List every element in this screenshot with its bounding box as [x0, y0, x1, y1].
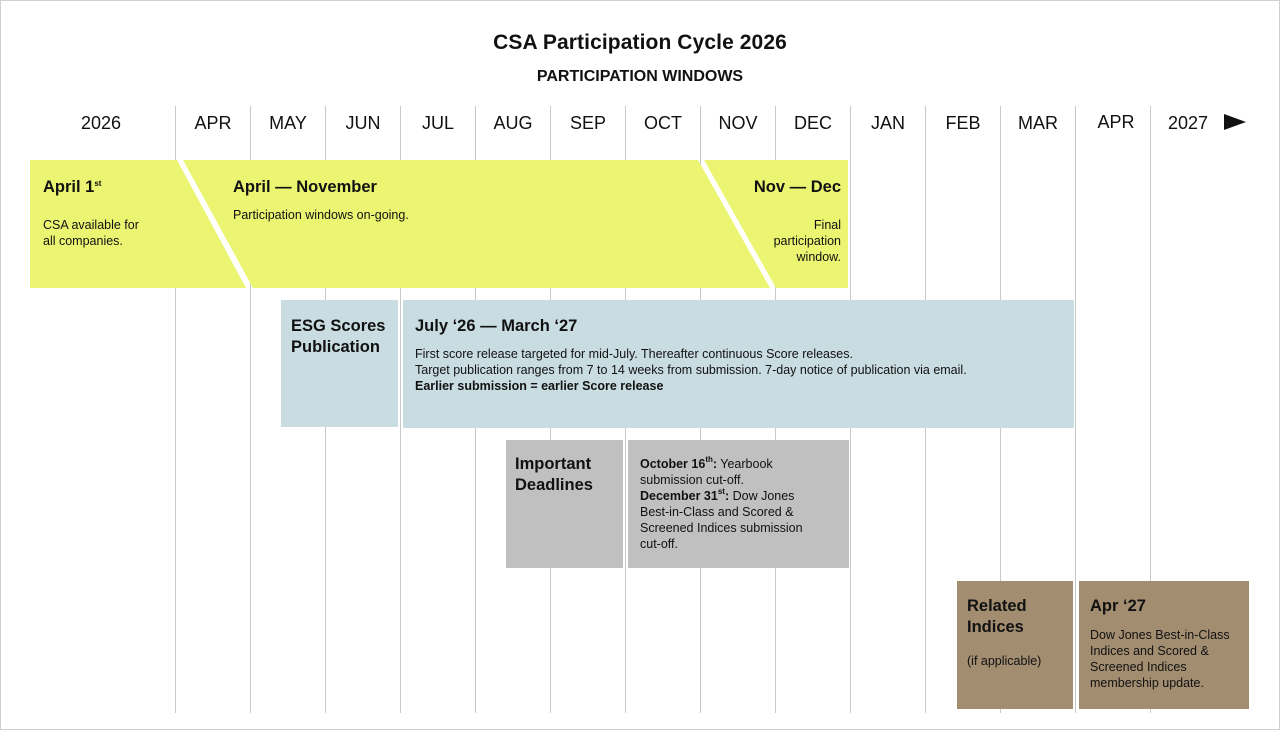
related-label: Related Indices: [967, 597, 1027, 636]
related-note: (if applicable): [967, 654, 1042, 668]
month-label: APR: [194, 113, 232, 133]
participation-band: [30, 160, 850, 288]
timeline-end-year: 2027: [1167, 113, 1209, 133]
april-nov-heading: April — November: [233, 178, 377, 196]
april1-text: CSA available for all companies.: [43, 218, 139, 248]
esg-label-box: [281, 300, 398, 427]
esg-details-box: [403, 300, 1074, 428]
deadlines-label: Important Deadlines: [515, 455, 593, 494]
month-label: MAR: [1018, 113, 1058, 133]
month-label: NOV: [718, 113, 758, 133]
month-label: MAY: [269, 113, 307, 133]
month-label: JAN: [870, 113, 905, 133]
timeline-arrow-icon: [1224, 114, 1246, 130]
month-label: FEB: [945, 113, 981, 133]
related-details-box: [1079, 581, 1249, 709]
deadlines-details-box: [628, 440, 849, 568]
month-label: AUG: [493, 113, 533, 133]
april1-heading: April 1st: [43, 178, 102, 196]
page-title: CSA Participation Cycle 2026: [493, 31, 787, 54]
esg-label: ESG Scores Publication: [291, 317, 386, 356]
month-label: JUL: [421, 113, 454, 133]
page-subtitle: PARTICIPATION WINDOWS: [536, 68, 744, 85]
deadlines-label-box: [506, 440, 623, 568]
deadlines-list: October 16th: Yearbook submission cut-off. December 31st: Dow Jones Best-in-Class and Scored & Screened Indices submission cut-off.: [640, 455, 803, 551]
deadline-item: October 16th: Yearbook: [640, 455, 773, 471]
nov-dec-heading: Nov — Dec: [753, 178, 841, 196]
month-label: APR: [1097, 112, 1135, 132]
month-label: SEP: [569, 113, 607, 133]
month-label: JUN: [345, 113, 381, 133]
related-description: Dow Jones Best-in-Class Indices and Scored & Screened Indices membership update.: [1090, 628, 1230, 690]
esg-heading: July ‘26 — March ‘27: [415, 317, 578, 335]
gridline: [1075, 106, 1076, 713]
related-heading: Apr ‘27: [1090, 597, 1146, 615]
month-label: OCT: [644, 113, 682, 133]
timeline-start-year: 2026: [80, 113, 122, 133]
related-label-box: [957, 581, 1073, 709]
month-label: DEC: [793, 113, 832, 133]
deadline-item: December 31st: Dow Jones: [640, 487, 795, 503]
april-nov-text: Participation windows on-going.: [233, 208, 409, 222]
nov-dec-text: Final participation window.: [773, 218, 841, 264]
esg-description: First score release targeted for mid-July. Thereafter continuous Score releases. Target publication ranges from 7 to 14 weeks from submission. 7-day notice of publication via email. Earlier submission = earlier Score release: [415, 347, 967, 393]
